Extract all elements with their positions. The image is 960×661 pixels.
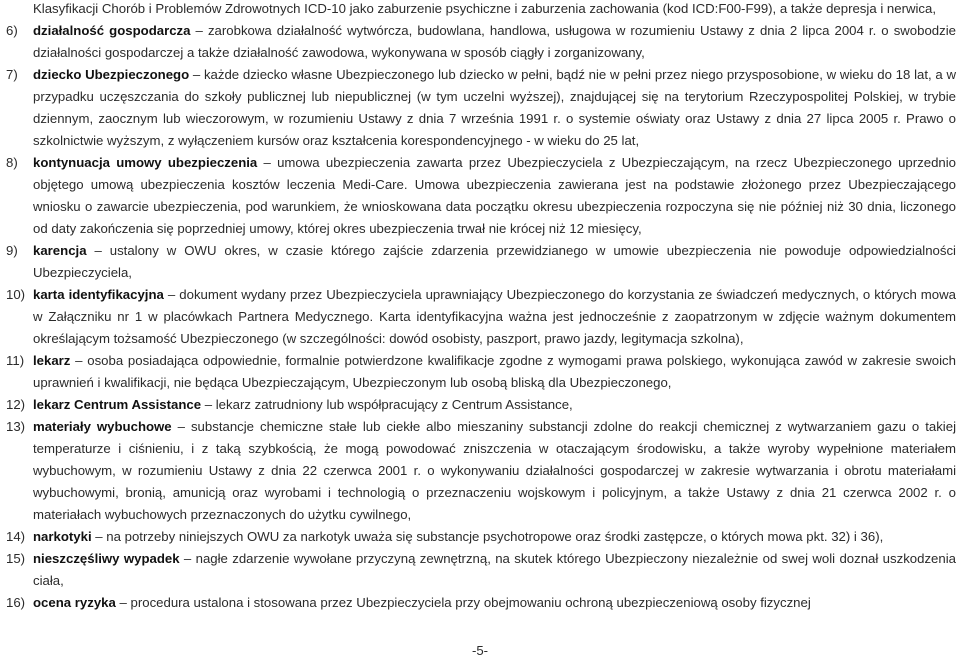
definition-text: – ustalony w OWU okres, w czasie którego zajście zdarzenia przewidzianego w umowie ubezpieczenia nie powoduje odpowiedzialności Ubezpieczyciela, xyxy=(33,243,956,280)
definition-item-8 xyxy=(6,152,956,240)
definition-text: – każde dziecko własne Ubezpieczonego lub dziecko w pełni, bądź nie w pełni przez niego przysposobione, w wieku do 18 lat, a w przypadku uczęszczania do szkoły publicznej lub niepublicznej (w tym uczelni wyższej), znajdującej się na terytorium Rzeczypospolitej Polskiej, w trybie dziennym, zaocznym lub wieczorowym, w rozumieniu Ustawy z dnia 7 września 1991 r. o systemie oświaty oraz Ustawy z dnia 27 lipca 2005 r. Prawo o szkolnictwie wyższym, z wyłączeniem kursów oraz kształcenia korespondencyjnego - w wieku do 25 lat, xyxy=(33,67,956,148)
definition-term: działalność gospodarcza xyxy=(33,23,191,38)
definition-item-16 xyxy=(6,592,956,614)
definition-item-7 xyxy=(6,64,956,152)
definition-text: – dokument wydany przez Ubezpieczyciela uprawniający Ubezpieczonego do korzystania ze świadczeń medycznych, o których mowa w Załączniku nr 1 w placówkach Partnera Medycznego. Karta identyfikacyjna ważna jest jednocześnie z zaopatrzonym w zdjęcie ważnym dokumentem określającym tożsamość Ubezpieczonego (w szczególności: dowód osobisty, paszport, prawo jazdy, legitymacja szkolna), xyxy=(33,287,956,346)
item-number: 10) xyxy=(6,287,26,302)
definition-text: – osoba posiadająca odpowiednie, formalnie potwierdzone kwalifikacje zgodne z wymogami prawa polskiego, wykonująca zawód w zakresie swoich uprawnień i kwalifikacji, nie będąca Ubezpieczającym, Ubezpieczonym lub osobą bliską dla Ubezpieczonego, xyxy=(33,353,956,390)
definition-term: lekarz xyxy=(33,353,71,368)
definition-item-13 xyxy=(6,416,956,526)
definition-item-6 xyxy=(6,20,956,64)
item-number: 11) xyxy=(6,353,25,368)
definition-text: – procedura ustalona i stosowana przez Ubezpieczyciela przy obejmowaniu ochroną ubezpieczeniową osoby fizycznej xyxy=(115,595,811,610)
item-number: 13) xyxy=(6,419,26,434)
definition-text: – substancje chemiczne stałe lub ciekłe albo mieszaniny substancji zdolne do reakcji chemicznej z wytwarzaniem gazu o takiej temperaturze i ciśnieniu, i z taką szybkością, że mogą powodować zniszczenia w otaczającym środowisku, a także wyroby wypełnione materiałem wybuchowym, w rozumieniu Ustawy z dnia 22 czerwca 2001 r. o wykonywaniu działalności gospodarczej w zakresie wytwarzania i obrotu materiałami wybuchowymi, bronią, amunicją oraz wyrobami i technologią o przeznaczeniu wojskowym i policyjnym, a także Ustawy z dnia 21 czerwca 2002 r. o materiałach wybuchowych przeznaczonych do użytku cywilnego, xyxy=(33,419,956,522)
definition-term: lekarz Centrum Assistance xyxy=(33,397,202,412)
item-number: 8) xyxy=(6,155,18,170)
definition-term: dziecko Ubezpieczonego xyxy=(33,67,190,82)
definition-term: narkotyki xyxy=(33,529,92,544)
definitions-text xyxy=(6,0,956,614)
definition-term: karta identyfikacyjna xyxy=(33,287,164,302)
continuation-paragraph: Klasyfikacji Chorób i Problemów Zdrowotnych ICD-10 jako zaburzenie psychiczne i zaburzenia zachowania (kod ICD:F00-F99), a także depresja i nerwica, xyxy=(33,1,937,16)
definition-item-14 xyxy=(6,526,956,548)
definition-item-10 xyxy=(6,284,956,350)
item-number: 14) xyxy=(6,529,26,544)
definition-term: ocena ryzyka xyxy=(33,595,116,610)
definition-item-9 xyxy=(6,240,956,284)
item-number: 16) xyxy=(6,595,26,610)
definition-text: – zarobkowa działalność wytwórcza, budowlana, handlowa, usługowa w rozumieniu Ustawy z dnia 2 lipca 2004 r. o swobodzie działalności gospodarczej a także działalność zawodowa, wykonywana w sposób ciągły i zorganizowany, xyxy=(33,23,957,60)
definition-text: – nagłe zdarzenie wywołane przyczyną zewnętrzną, na skutek którego Ubezpieczony niezależnie od swej woli doznał uszkodzenia ciała, xyxy=(33,551,956,588)
definition-term: nieszczęśliwy wypadek xyxy=(33,551,180,566)
item-number: 9) xyxy=(6,243,18,258)
definition-text: – na potrzeby niniejszych OWU za narkotyk uważa się substancje psychotropowe oraz środki zastępcze, o których mowa pkt. 32) i 36), xyxy=(91,529,884,544)
definition-item-11 xyxy=(6,350,956,394)
definition-text: – umowa ubezpieczenia zawarta przez Ubezpieczyciela z Ubezpieczającym, na rzecz Ubezpieczonego uprzednio objętego umową ubezpieczenia kosztów leczenia Medi-Care. Umowa ubezpieczenia zawierana jest na podstawie złożonego przez Ubezpieczającego wniosku o zawarcie ubezpieczenia, pod warunkiem, że wnioskowana data początku okresu ubezpieczenia rozpoczyna się nie później niż 30 dnia, liczonego od daty zakończenia się poprzedniej umowy, której okres ubezpieczenia trwał nie krócej niż 12 miesięcy, xyxy=(33,155,956,236)
definition-item-12 xyxy=(6,394,956,416)
item-number: 6) xyxy=(6,23,18,38)
definition-term: kontynuacja umowy ubezpieczenia xyxy=(33,155,258,170)
item-number: 7) xyxy=(6,67,18,82)
definition-term: karencja xyxy=(33,243,87,258)
definition-text: – lekarz zatrudniony lub współpracujący z Centrum Assistance, xyxy=(201,397,573,412)
item-number: 15) xyxy=(6,551,26,566)
definition-item-15 xyxy=(6,548,956,592)
page-number: -5- xyxy=(471,643,489,658)
definition-term: materiały wybuchowe xyxy=(33,419,172,434)
item-number: 12) xyxy=(6,397,26,412)
